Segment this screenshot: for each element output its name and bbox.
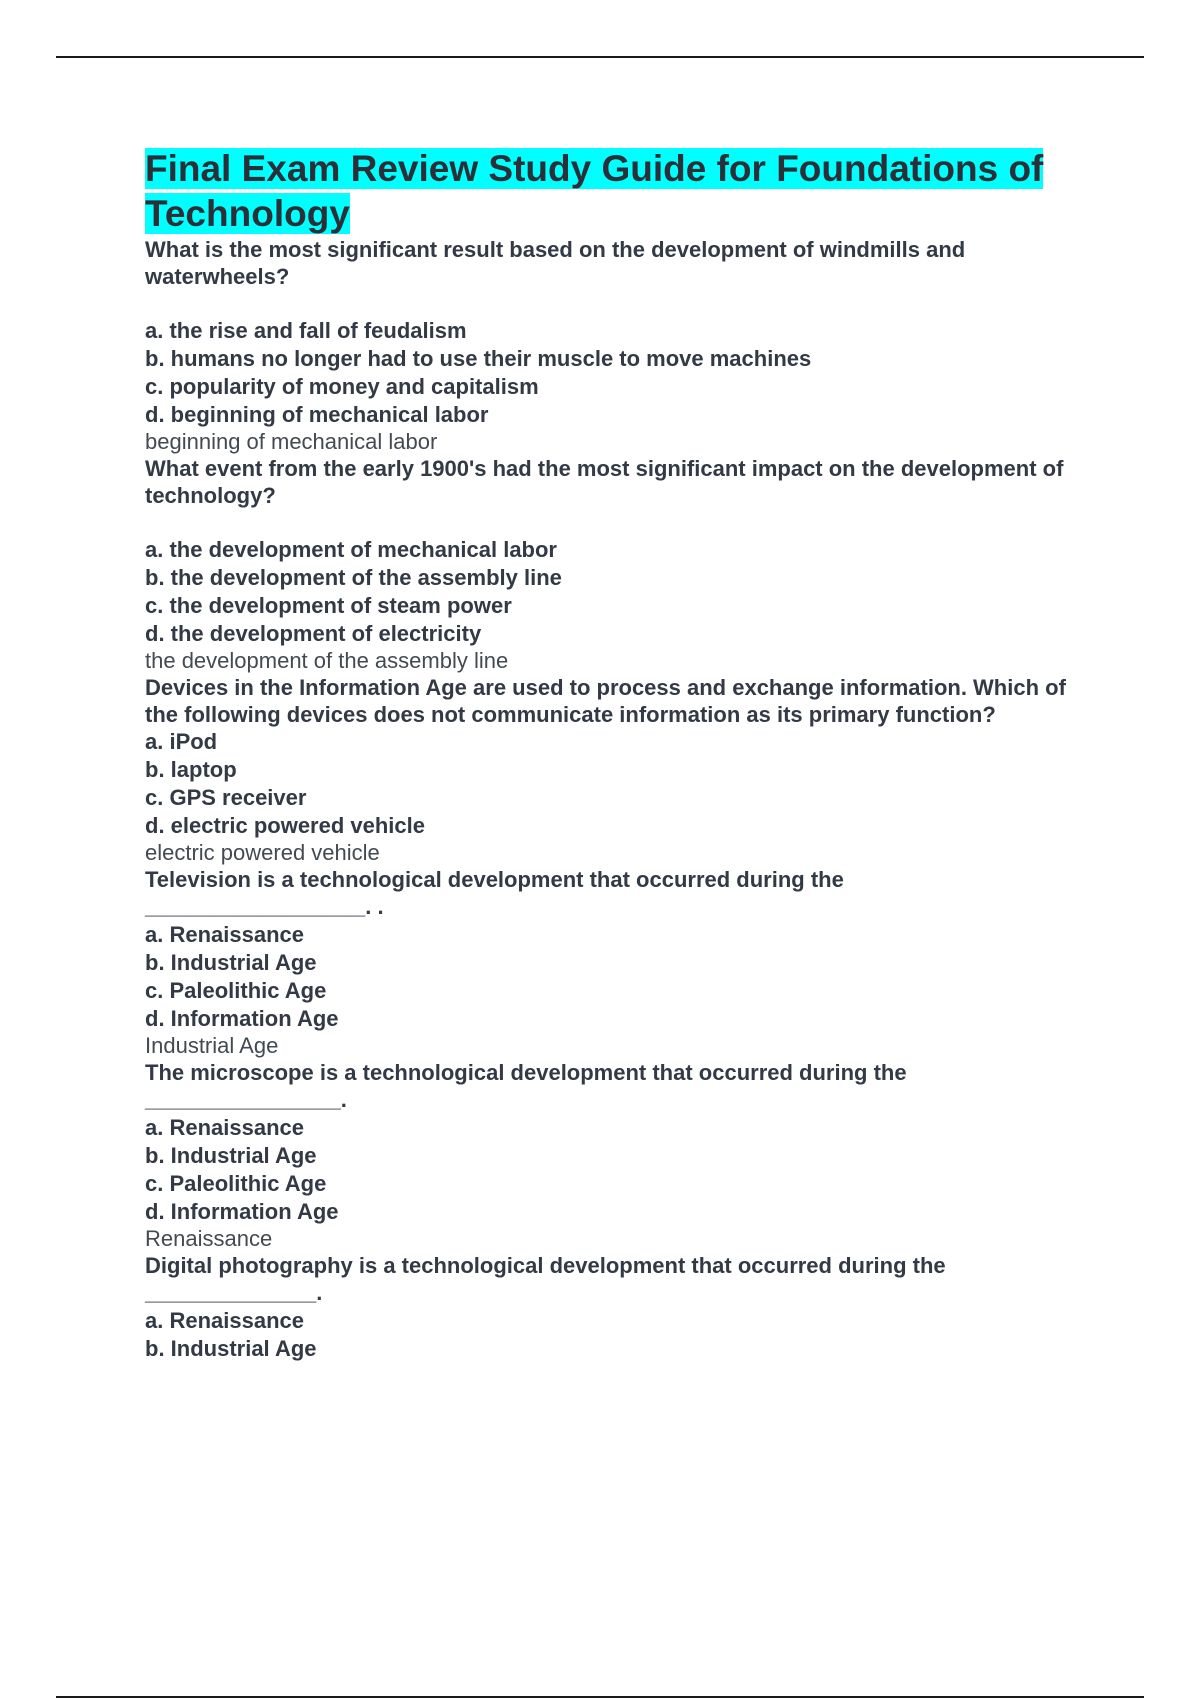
option-c: c. Paleolithic Age	[145, 1171, 327, 1196]
option-b: b. Industrial Age	[145, 1143, 317, 1168]
answer-text: electric powered vehicle	[145, 840, 380, 865]
options-list	[145, 317, 1105, 429]
question-text: The microscope is a technological development that occurred during the	[145, 1060, 907, 1085]
options-list	[145, 921, 1105, 1033]
answer-blank: __________________. .	[145, 894, 384, 919]
option-d: d. the development of electricity	[145, 621, 482, 646]
top-rule	[56, 56, 1144, 58]
option-b: b. Industrial Age	[145, 1336, 317, 1361]
answer-text: Renaissance	[145, 1226, 273, 1251]
answer-text: Industrial Age	[145, 1033, 279, 1058]
answer-text: the development of the assembly line	[145, 648, 509, 673]
option-d: d. Information Age	[145, 1006, 339, 1031]
spacer	[145, 509, 1105, 536]
options-list	[145, 1307, 1105, 1363]
option-b: b. laptop	[145, 757, 237, 782]
question-block-1	[145, 236, 1105, 455]
question-block-2	[145, 455, 1105, 674]
title-highlight: Final Exam Review Study Guide for Foundations of Technology	[145, 148, 1044, 234]
answer-text: beginning of mechanical labor	[145, 429, 438, 454]
spacer	[145, 290, 1105, 317]
answer-blank: ________________.	[145, 1087, 347, 1112]
option-c: c. the development of steam power	[145, 593, 512, 618]
option-a: a. Renaissance	[145, 922, 304, 947]
option-a: a. the development of mechanical labor	[145, 537, 557, 562]
question-text: Television is a technological development that occurred during the	[145, 867, 844, 892]
question-text: What event from the early 1900's had the most significant impact on the development of technology?	[145, 456, 1064, 508]
option-b: b. Industrial Age	[145, 950, 317, 975]
option-a: a. iPod	[145, 729, 218, 754]
question-block-5	[145, 1059, 1105, 1252]
option-a: a. Renaissance	[145, 1308, 304, 1333]
option-b: b. the development of the assembly line	[145, 565, 562, 590]
bottom-rule	[56, 1696, 1144, 1698]
question-text: Digital photography is a technological development that occurred during the	[145, 1253, 946, 1278]
question-text: What is the most significant result based on the development of windmills and waterwheels?	[145, 237, 966, 289]
answer-blank: ______________.	[145, 1280, 323, 1305]
question-block-4	[145, 866, 1105, 1059]
question-text: Devices in the Information Age are used to process and exchange information. Which of the following devices does not communicate information as its primary function?	[145, 675, 1066, 727]
option-a: a. Renaissance	[145, 1115, 304, 1140]
option-c: c. GPS receiver	[145, 785, 307, 810]
question-block-6	[145, 1252, 1105, 1363]
options-list	[145, 1114, 1105, 1226]
document-body	[145, 146, 1105, 1363]
option-c: c. Paleolithic Age	[145, 978, 327, 1003]
option-d: d. Information Age	[145, 1199, 339, 1224]
option-d: d. beginning of mechanical labor	[145, 402, 489, 427]
question-block-3	[145, 674, 1105, 866]
page-title	[145, 146, 1105, 236]
option-d: d. electric powered vehicle	[145, 813, 426, 838]
options-list	[145, 536, 1105, 648]
option-b: b. humans no longer had to use their muscle to move machines	[145, 346, 812, 371]
options-list	[145, 728, 1105, 840]
option-c: c. popularity of money and capitalism	[145, 374, 539, 399]
option-a: a. the rise and fall of feudalism	[145, 318, 467, 343]
